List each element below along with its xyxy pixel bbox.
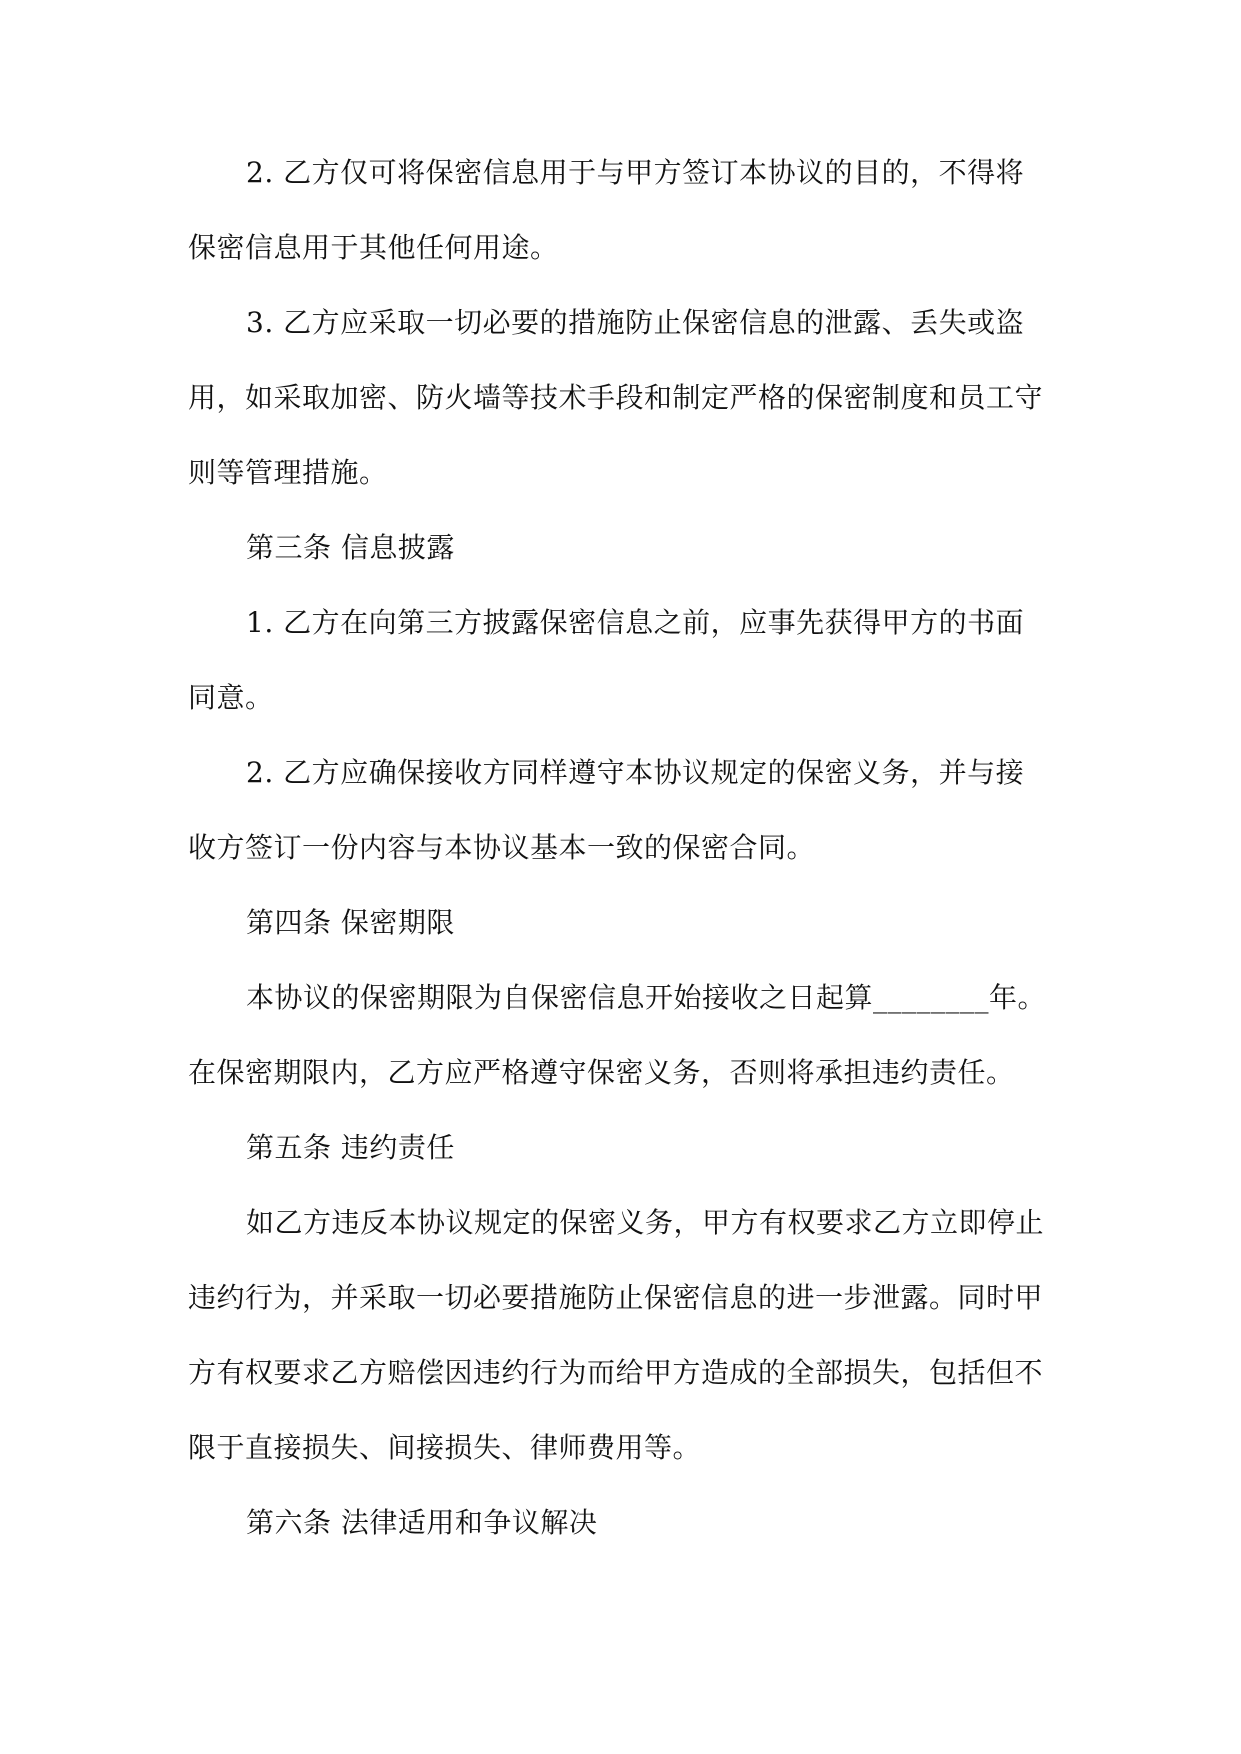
disclosure-2-line-1: 2. 乙方应确保接收方同样遵守本协议规定的保密义务，并与接 <box>246 756 1025 789</box>
clause-2-1-line-2: 保密信息用于其他任何用途。 <box>188 231 559 264</box>
article-4-heading: 第四条 保密期限 <box>246 906 455 939</box>
liability-line-3: 方有权要求乙方赔偿因违约行为而给甲方造成的全部损失，包括但不 <box>188 1356 1044 1389</box>
term-line-1: 本协议的保密期限为自保密信息开始接收之日起算________年。 <box>246 981 1047 1014</box>
term-line-2: 在保密期限内，乙方应严格遵守保密义务，否则将承担违约责任。 <box>188 1056 1015 1089</box>
disclosure-1-line-1: 1. 乙方在向第三方披露保密信息之前，应事先获得甲方的书面 <box>246 606 1025 639</box>
liability-line-4: 限于直接损失、间接损失、律师费用等。 <box>188 1431 702 1464</box>
disclosure-1-line-2: 同意。 <box>188 681 274 714</box>
liability-line-1: 如乙方违反本协议规定的保密义务，甲方有权要求乙方立即停止 <box>246 1206 1045 1239</box>
article-3-heading: 第三条 信息披露 <box>246 531 455 564</box>
clause-3-line-2: 用，如采取加密、防火墙等技术手段和制定严格的保密制度和员工守 <box>188 381 1044 414</box>
clause-3-line-3: 则等管理措施。 <box>188 456 388 489</box>
clause-3-line-1: 3. 乙方应采取一切必要的措施防止保密信息的泄露、丢失或盗 <box>246 306 1025 339</box>
liability-line-2: 违约行为，并采取一切必要措施防止保密信息的进一步泄露。同时甲 <box>188 1281 1044 1314</box>
article-5-heading: 第五条 违约责任 <box>246 1131 455 1164</box>
article-6-heading: 第六条 法律适用和争议解决 <box>246 1506 598 1539</box>
disclosure-2-line-2: 收方签订一份内容与本协议基本一致的保密合同。 <box>188 831 816 864</box>
clause-2-1-line-1: 2. 乙方仅可将保密信息用于与甲方签订本协议的目的，不得将 <box>246 156 1025 189</box>
